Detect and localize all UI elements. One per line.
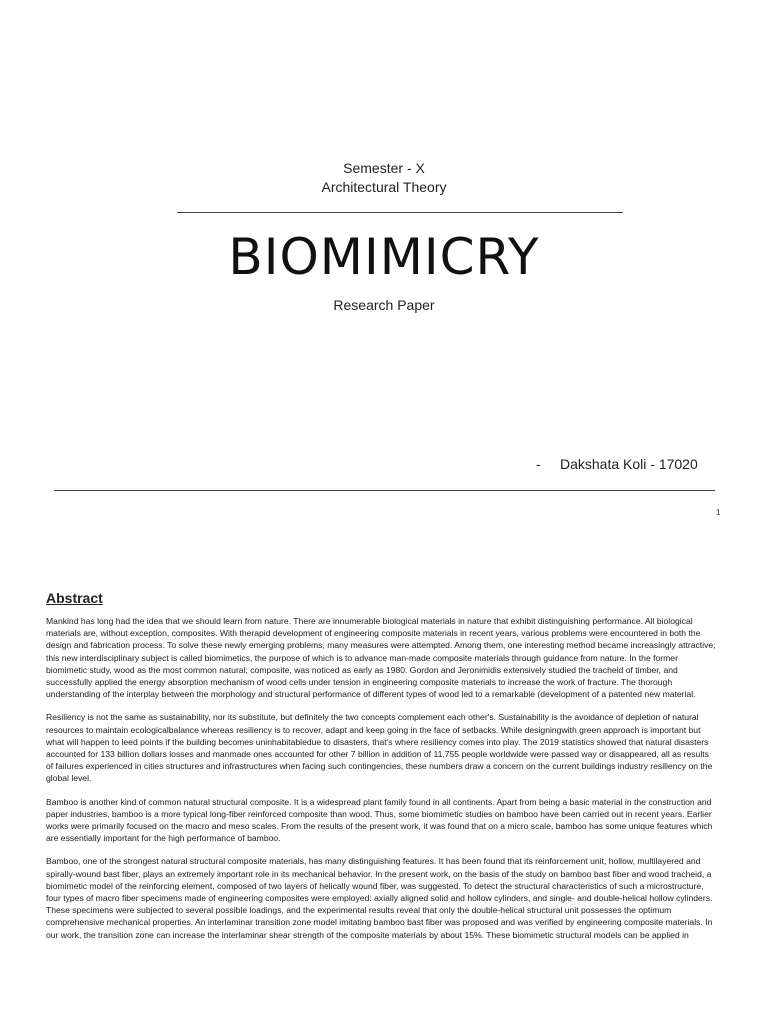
abstract-paragraph: Bamboo is another kind of common natural structural composite. It is a widespread plant family found in all continents. Apart from being a basic material in the construction and paper industries, bamboo is a more typical long-fiber reinforced composite than wood. Thus, some biomimetic studies on bamboo have been carried out in recent years. Earlier works were primarily focused on the macro and meso scales. From the results of the present work, it was found that on a micro scale, bamboo has some unique features which are essentially important for the high performance of bamboo.: [46, 796, 713, 844]
author-line: [536, 456, 698, 472]
semester-label: Semester - X: [343, 160, 425, 176]
abstract-section: [46, 590, 716, 952]
document-title: BIOMIMICRY: [228, 228, 540, 286]
abstract-paragraph: Mankind has long had the idea that we should learn from nature. There are innumerable biological materials in nature that exhibit distinguishing performance. All biological materials are, without exception, composites. With therapid development of engineering composite materials in recent years, various problems were encountered in both the design and fabrication process. To solve these newly emerging problems, many measures were attempted. Among them, one interesting method became increasingly attractive; this new interdisciplinary subject is called biomimetics, the purpose of which is to advance man-made composite materials through guidance from nature. In the former biomimetic study, wood as the most common natural; composite, was noticed as early as 1980. Gordon and Jeronimidis extensively studied the tracheid of timber, and successfully applied the energy absorption mechanism of wood cells under tension in engineering composite materials to increase the work of fracture. The thorough understanding of the interplay between the morphology and structural performance of different types of wood led to a remarkable (development of a patented new material.: [46, 616, 716, 700]
abstract-heading: Abstract: [46, 590, 103, 606]
document-subtitle: Research Paper: [333, 297, 435, 313]
abstract-paragraph: Resiliency is not the same as sustainability, nor its substitute, but definitely the two concepts complement each other's. Sustainability is the avoidance of depletion of natural resources to maintain ecologicalbalance whereas resiliency is to recover, adapt and keep going in the face of setbacks. While designingwith green approach is important but what will happen to leed points if the building becomes uninhabitabledue to disasters, that's where resiliency comes into play. The 2019 statistics showed that natural disasters accounted for 133 billion dollars losses and manmade ones accounted for other 7 billion in addition of 11,755 people worldwide were passed way or disappeared, all as results of failures experienced in cities structures and infrastructures when facing such contingencies, these numbers draw a concern on the current buildings industry resiliency on the global level.: [46, 712, 713, 784]
course-label: Architectural Theory: [321, 179, 447, 195]
bottom-divider: [54, 490, 715, 491]
top-divider: [177, 212, 623, 213]
page-number: 1: [716, 508, 721, 517]
author-name: Dakshata Koli - 17020: [560, 456, 698, 472]
abstract-paragraph: Bamboo, one of the strongest natural structural composite materials, has many distinguishing features. It has been found that its reinforcement unit, hollow, multilayered and spirally-wound bast fiber, plays an extremely important role in its mechanical behavior. In the present work, on the basis of the study on bamboo bast fiber and wood tracheid, a biomimetic model of the reinforcing element, composed of two layers of helically wound fiber, was suggested. To detect the structural characteristics of such a microstructure, four types of macro fiber specimens made of engineering composites were employed: axially aligned solid and hollow cylinders, and single- and double-helical hollow cylinders. These specimens were subjected to several possible loadings, and the experimental results reveal that only the double-helical structural unit possesses the optimum comprehensive mechanical properties. An interlaminar transition zone model imitating bamboo bast fiber was proposed and was verified by engineering composite materials. In our work, the transition zone can increase the interlaminar shear strength of the composite materials by about 15%. These biomimetic structural models can be applied in: [46, 856, 713, 940]
author-dash: -: [536, 456, 541, 472]
